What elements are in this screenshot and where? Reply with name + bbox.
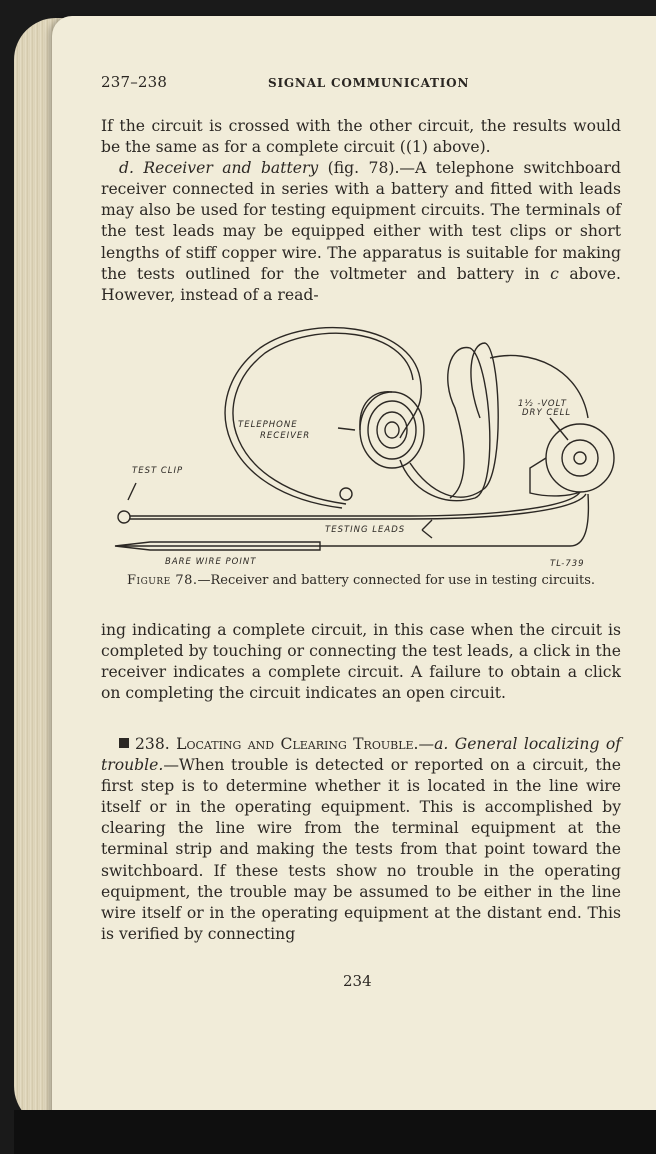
background-shadow (14, 1110, 656, 1154)
page-number: 234 (343, 972, 372, 990)
label-cell-voltage: 1½ -VOLT (518, 399, 567, 409)
label-bare-wire-point: BARE WIRE POINT (165, 557, 257, 567)
caption-text: —Receiver and battery connected for use in testing circuits. (197, 573, 595, 588)
text-block-top (101, 116, 621, 306)
figure-78-illustration (110, 318, 620, 572)
figure-caption (101, 573, 621, 589)
paragraph-locating-trouble: 238. Locating and Clearing Trouble.—a. General localizing of trouble.—When trouble is detected or reported on a circuit, the first step is to determine whether it is located in the line wire itself or in the operating equipment. This is accomplished by clearing the line wire from the terminal equipment at the terminal strip and making the tests from that point toward the switchboard. If these tests show no trouble in the operating equipment, the trouble may be assumed to be either in the line wire itself or in the operating equipment at the distant end. This is verified by connecting (101, 735, 621, 943)
label-telephone: TELEPHONE (238, 420, 298, 430)
running-title: SIGNAL COMMUNICATION (268, 76, 470, 90)
label-dry-cell: DRY CELL (522, 408, 572, 418)
paragraph-crossed-circuit: If the circuit is crossed with the other circuit, the results would be the same as for a complete circuit ((1) above). (101, 117, 621, 157)
label-testing-leads: TESTING LEADS (325, 525, 406, 535)
test-clip-icon (118, 511, 130, 523)
section-marker-icon (119, 738, 129, 748)
section-heading: 238. Locating and Clearing Trouble. (135, 735, 419, 753)
figure-number: Figure 78. (127, 573, 198, 588)
subsection-heading: —a. General localizing of trouble. (101, 735, 621, 775)
label-test-clip: TEST CLIP (132, 466, 184, 476)
dry-cell-icon (530, 424, 614, 496)
text-block-middle (101, 620, 621, 704)
label-receiver: RECEIVER (260, 431, 311, 441)
text-block-bottom (101, 734, 621, 945)
paragraph-receiver-battery: d. Receiver and battery (fig. 78).—A telephone switchboard receiver connected in series with a battery and fitted with leads may also be used for testing equipment circuits. The terminals of the test leads may be equipped either with test clips or short lengths of stiff copper wire. The apparatus is suitable for making the tests outlined for the voltmeter and battery in c above. However, instead of a read- (101, 159, 621, 304)
paragraph-click-test: ing indicating a complete circuit, in this case when the circuit is completed by touching or connecting the test leads, a click in the receiver indicates a complete circuit. A failure to obtain a click on completing the circuit indicates an open circuit. (101, 621, 621, 703)
receiver-icon (360, 392, 424, 468)
section-range: 237–238 (101, 73, 168, 91)
subsection-label: d. Receiver and battery (119, 159, 319, 178)
headband (225, 328, 421, 508)
figure-code: TL-739 (550, 559, 585, 569)
